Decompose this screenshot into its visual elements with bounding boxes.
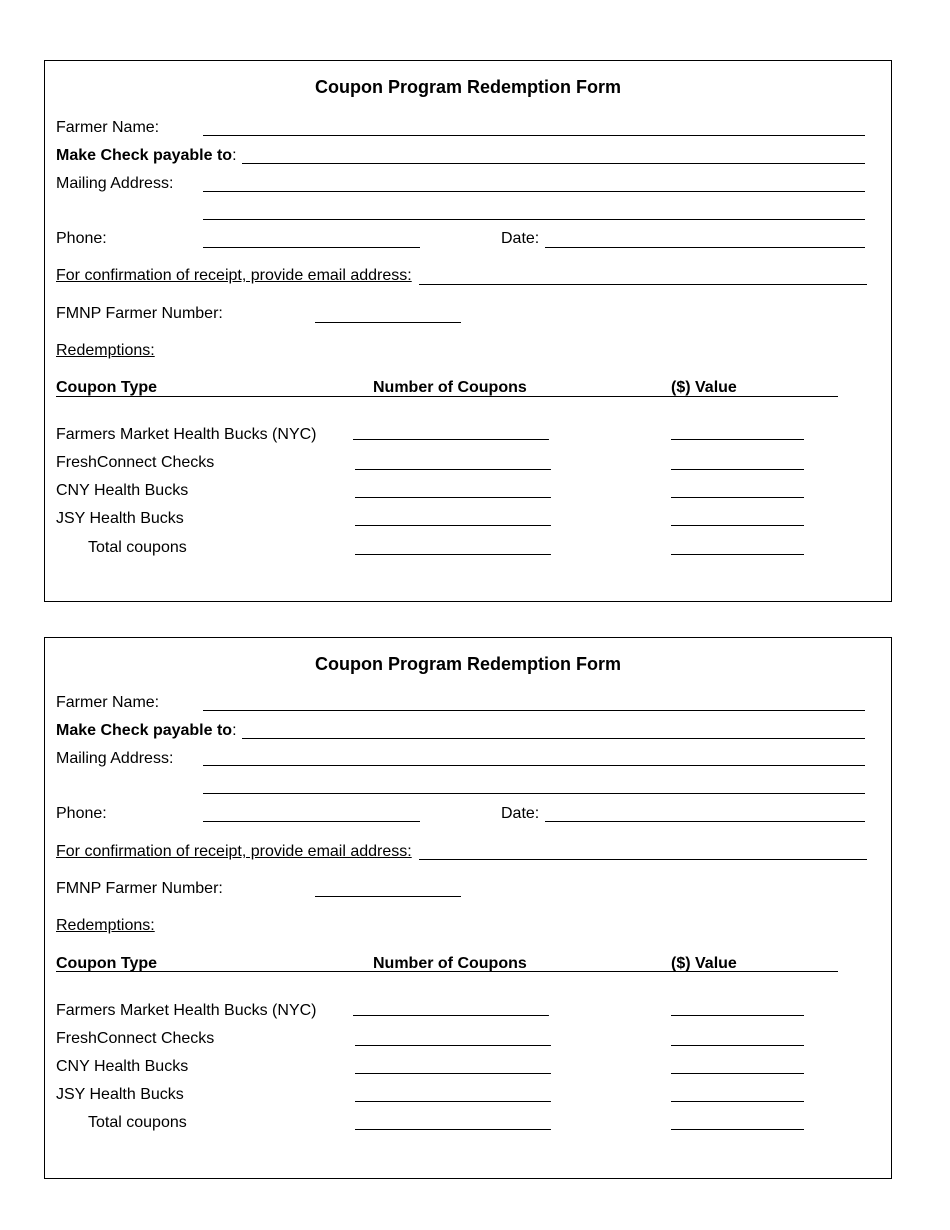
row-count-field[interactable]: ______________________ [355,1086,551,1103]
row-label: Farmers Market Health Bucks (NYC) [56,426,317,443]
redemptions-label: Redemptions: [56,917,155,934]
redemption-form-2 [44,637,892,1179]
fmnp-number-field[interactable] [315,322,461,323]
form-title: Coupon Program Redemption Form [315,654,621,674]
row-count-field[interactable]: ______________________ [355,510,551,527]
total-value-field[interactable]: _______________ [671,1114,805,1131]
email-field[interactable] [419,859,867,860]
row-label: FreshConnect Checks [56,1030,215,1047]
date-field[interactable] [545,247,865,248]
total-coupons-label: Total coupons [88,1114,187,1131]
row-count-field[interactable]: ______________________ [355,454,551,471]
farmer-name-label: Farmer Name: [56,694,160,711]
phone-label: Phone: [56,230,107,247]
row-label: JSY Health Bucks [56,510,184,527]
date-field[interactable] [545,821,865,822]
row-count-field[interactable]: ______________________ [355,482,551,499]
row-value-field[interactable]: _______________ [671,424,805,441]
redemptions-label: Redemptions: [56,342,155,359]
email-label: For confirmation of receipt, provide email address: [56,267,412,284]
header-coupon-type: Coupon Type [56,955,158,972]
phone-label: Phone: [56,805,107,822]
row-label: CNY Health Bucks [56,482,189,499]
fmnp-number-field[interactable] [315,896,461,897]
form-title: Coupon Program Redemption Form [315,77,621,97]
total-coupons-label: Total coupons [88,539,187,556]
row-label: CNY Health Bucks [56,1058,189,1075]
mailing-address-label: Mailing Address: [56,750,174,767]
row-value-field[interactable]: _______________ [671,510,805,527]
mailing-address-field-line-2[interactable] [203,793,865,794]
farmer-name-label: Farmer Name: [56,119,160,136]
row-count-field[interactable]: ______________________ [353,1000,549,1017]
mailing-address-label: Mailing Address: [56,175,174,192]
row-value-field[interactable]: _______________ [671,454,805,471]
mailing-address-field-line-1[interactable] [203,191,865,192]
header-value: ($) Value [671,955,737,972]
farmer-name-field[interactable] [203,710,865,711]
row-value-field[interactable]: _______________ [671,482,805,499]
total-value-field[interactable]: _______________ [671,539,805,556]
row-value-field[interactable]: _______________ [671,1000,805,1017]
total-count-field[interactable]: ______________________ [355,539,551,556]
mailing-address-field-line-2[interactable] [203,219,865,220]
date-label: Date: [501,230,540,247]
check-payable-field[interactable] [242,163,865,164]
header-number-of-coupons: Number of Coupons [373,379,527,396]
header-rule [56,396,838,397]
row-count-field[interactable]: ______________________ [355,1058,551,1075]
header-number-of-coupons: Number of Coupons [373,955,527,972]
phone-field[interactable] [203,247,420,248]
total-count-field[interactable]: ______________________ [355,1114,551,1131]
email-field[interactable] [419,284,867,285]
check-payable-field[interactable] [242,738,865,739]
check-payable-label: Make Check payable to: [56,147,237,164]
header-rule [56,971,838,972]
date-label: Date: [501,805,540,822]
mailing-address-field-line-1[interactable] [203,765,865,766]
email-label: For confirmation of receipt, provide email address: [56,843,412,860]
row-value-field[interactable]: _______________ [671,1058,805,1075]
row-count-field[interactable]: ______________________ [355,1030,551,1047]
farmer-name-field[interactable] [203,135,865,136]
header-coupon-type: Coupon Type [56,379,158,396]
check-payable-label: Make Check payable to: [56,722,237,739]
redemption-form-1 [44,60,892,602]
fmnp-label: FMNP Farmer Number: [56,305,223,322]
row-label: Farmers Market Health Bucks (NYC) [56,1002,317,1019]
row-value-field[interactable]: _______________ [671,1030,805,1047]
row-value-field[interactable]: _______________ [671,1086,805,1103]
row-count-field[interactable]: ______________________ [353,424,549,441]
header-value: ($) Value [671,379,737,396]
phone-field[interactable] [203,821,420,822]
fmnp-label: FMNP Farmer Number: [56,880,223,897]
row-label: JSY Health Bucks [56,1086,184,1103]
row-label: FreshConnect Checks [56,454,215,471]
